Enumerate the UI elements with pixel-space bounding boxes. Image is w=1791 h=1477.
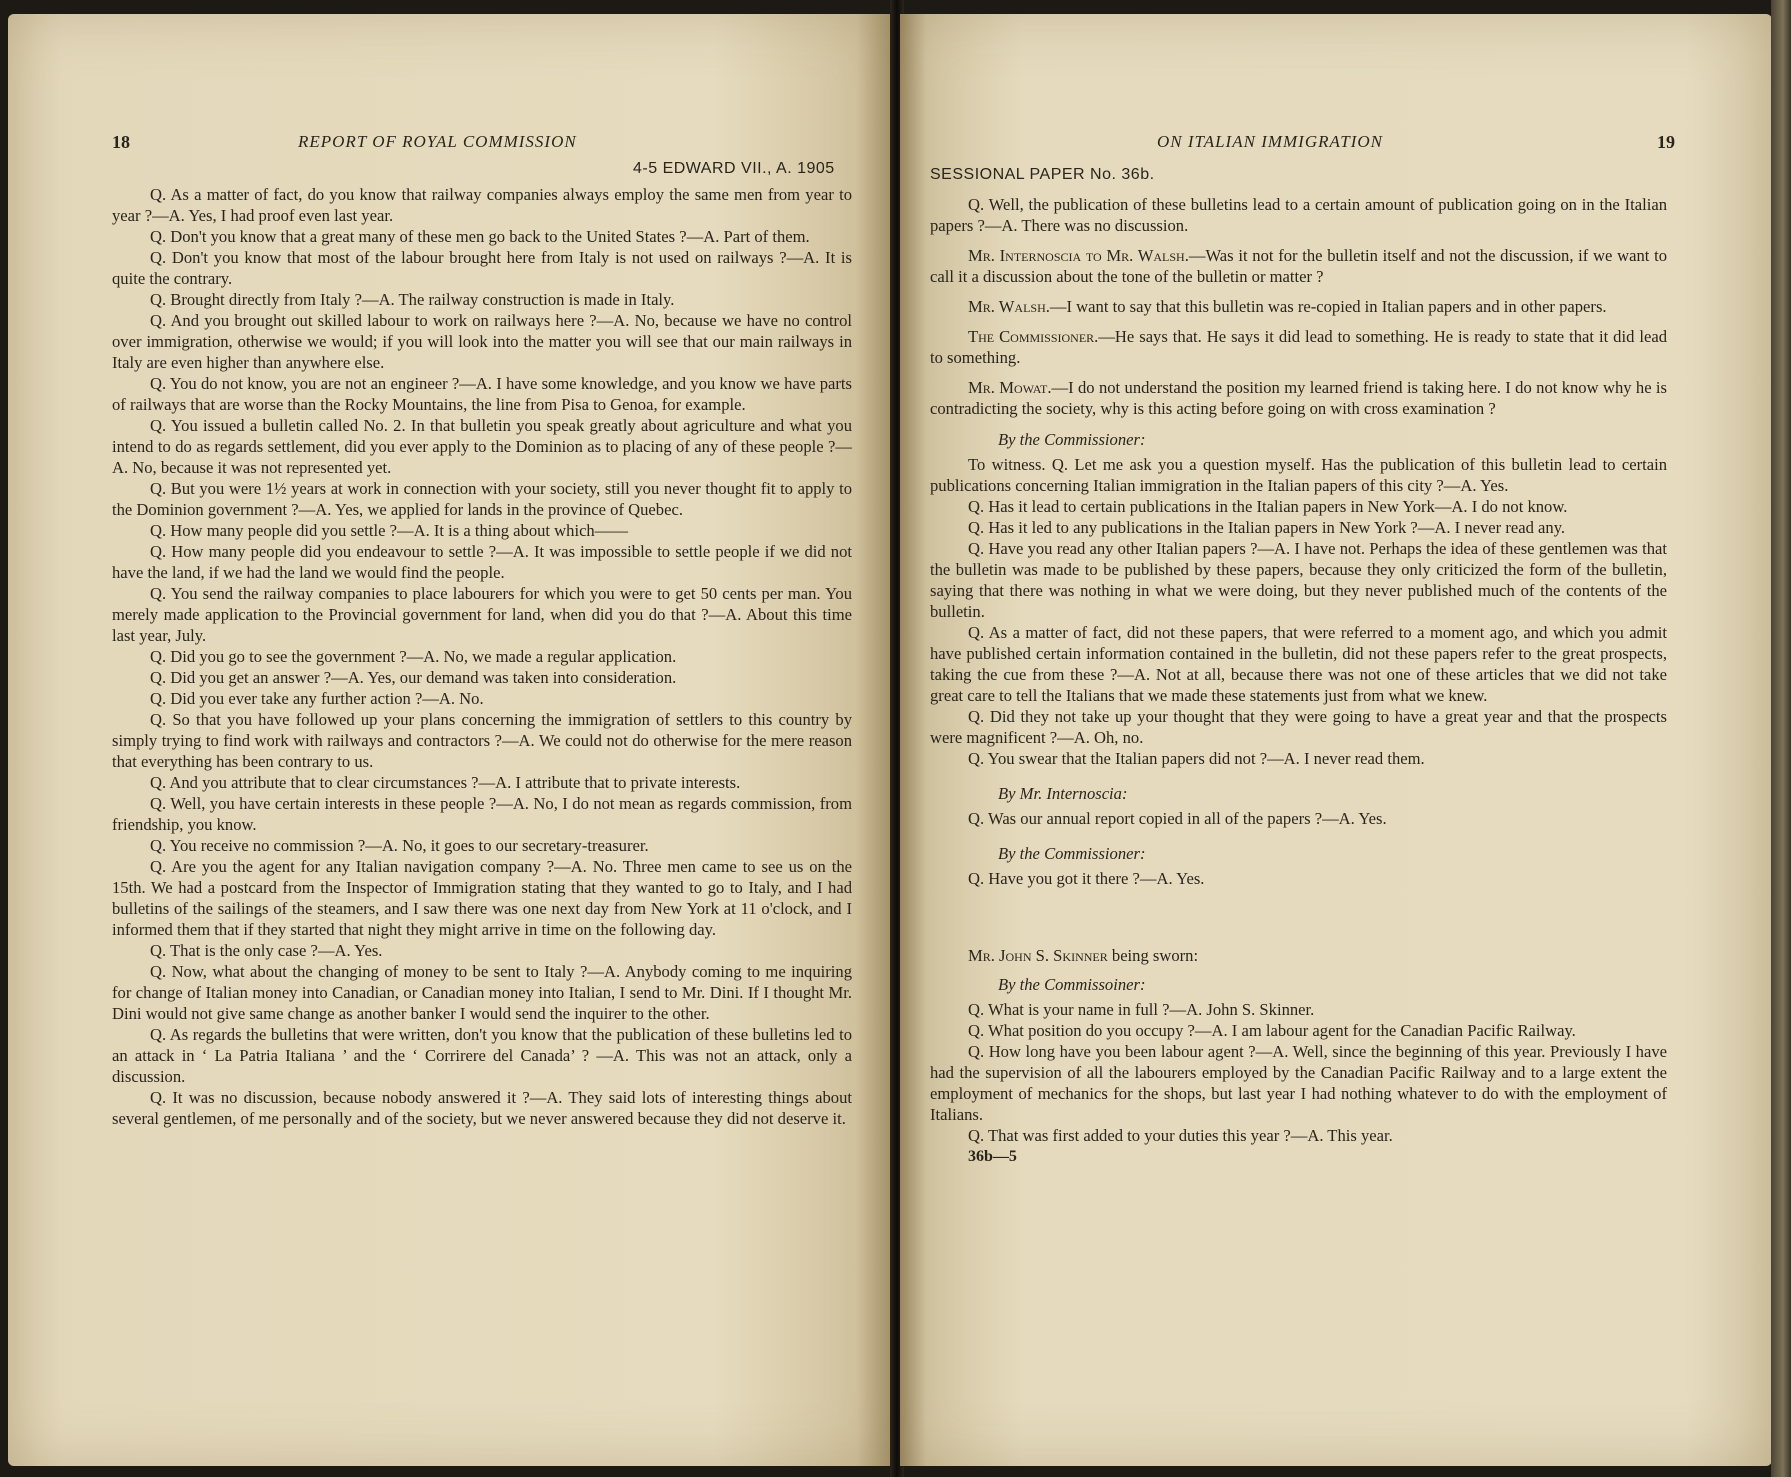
testimony-paragraph: Q. As regards the bulletins that were written, don't you know that the publication of these bulletins led to an attack in ‘ La Patria Italiana ’ and the ‘ Corrirere del Canada’ ? —A. This was not an attack, only a discussion. [112, 1025, 852, 1086]
right-page-body [930, 194, 1667, 1167]
testimony-paragraph: Q. Now, what about the changing of money to be sent to Italy ?—A. Anybody coming to me inquiring for change of Italian money into Canadian, or Canadian money into Italian, I send to Mr. Dini. If I thought Mr. Dini would not give same change as another banker I would send the inquirer to the other. [112, 962, 852, 1023]
testimony-paragraph: Q. Have you read any other Italian papers ?—A. I have not. Perhaps the idea of these gentlemen was that the bulletin was made to be published by these papers, because they only criticized the form of the bulletin, saying that there was nothing in what we were doing, but they never published much of the contents of the bulletin. [930, 539, 1667, 621]
left-page-number: 18 [112, 132, 130, 152]
testimony-paragraph: Q. Well, the publication of these bulletins lead to a certain amount of publication going on in the Italian papers ?—A. There was no discussion. [930, 195, 1667, 235]
right-page [900, 14, 1772, 1466]
witness-name: Mr. John S. Skinner [968, 946, 1108, 965]
section-heading: By Mr. Internoscia: [998, 784, 1128, 803]
testimony-paragraph: Q. Did you get an answer ?—A. Yes, our demand was taken into consideration. [150, 668, 677, 687]
testimony-paragraph: Q. It was no discussion, because nobody answered it ?—A. They said lots of interesting things about several gentlemen, of me personally and of the society, but we never answered because they did not deserve it. [112, 1088, 852, 1128]
testimony-paragraph: Q. You issued a bulletin called No. 2. In that bulletin you speak greatly about agriculture and what you intend to do as regards settlement, did you ever apply to the Dominion as to placing of any of these people ?—A. No, because it was not represented yet. [112, 416, 852, 477]
testimony-paragraph: Q. How long have you been labour agent ?—A. Well, since the beginning of this year. Previously I have had the supervision of all the labourers employed by the Canadian Pacific Railway and to a large extent the employment of mechanics for the shops, but last year I had nothing whatever to do with the employment of Italians. [930, 1042, 1667, 1124]
colloquy-internoscia [930, 245, 1667, 287]
testimony-paragraph: Q. What position do you occupy ?—A. I am labour agent for the Canadian Pacific Railway. [968, 1021, 1576, 1040]
right-running-head: ON ITALIAN IMMIGRATION [1157, 132, 1383, 151]
testimony-paragraph: Q. You receive no commission ?—A. No, it goes to our secretary-treasurer. [150, 836, 649, 855]
testimony-paragraph: Q. That is the only case ?—A. Yes. [150, 941, 383, 960]
testimony-paragraph: Q. And you attribute that to clear circumstances ?—A. I attribute that to private interests. [150, 773, 741, 792]
left-running-head: REPORT OF ROYAL COMMISSION [298, 132, 577, 151]
signature-mark: 36b—5 [968, 1148, 1017, 1165]
testimony-paragraph: Q. Did they not take up your thought that they were going to have a great year and that the prospects were magnificent ?—A. Oh, no. [930, 707, 1667, 747]
testimony-paragraph: Q. Don't you know that most of the labour brought here from Italy is not used on railways ?—A. It is quite the contrary. [112, 248, 852, 288]
speaker-name: Mr. Internoscia to Mr. Walsh. [968, 246, 1189, 265]
speaker-remark: —He says that. He says it did lead to something. He is ready to state that it did lead to something. [930, 327, 1667, 367]
right-session-line: SESSIONAL PAPER No. 36b. [930, 166, 1155, 183]
sworn-text: being sworn: [1107, 946, 1199, 965]
testimony-paragraph: Q. How many people did you settle ?—A. It is a thing about which—— [150, 521, 628, 540]
right-page-number: 19 [1657, 132, 1675, 152]
testimony-paragraph: Q. How many people did you endeavour to settle ?—A. It was impossible to settle people if we did not have the land, if we had the land we would find the people. [112, 542, 852, 582]
section-heading: By the Commissioner: [998, 430, 1146, 449]
speaker-remark: —I want to say that this bulletin was re-copied in Italian papers and in other papers. [1049, 297, 1607, 316]
testimony-paragraph: Q. Was our annual report copied in all of the papers ?—A. Yes. [968, 809, 1387, 828]
testimony-paragraph: Q. Has it led to any publications in the Italian papers in New York ?—A. I never read any. [968, 518, 1566, 537]
commissioner-questions [930, 454, 1667, 769]
testimony-paragraph: Q. What is your name in full ?—A. John S. Skinner. [968, 1000, 1315, 1019]
speaker-remark: —Was it not for the bulletin itself and not the discussion, if we want to call it a discussion about the tone of the bulletin or matter ? [930, 246, 1667, 286]
speaker-name: Mr. Walsh. [968, 297, 1050, 316]
testimony-paragraph: Q. So that you have followed up your plans concerning the immigration of settlers to this country by simply trying to find work with railways and contractors ?—A. We could not do otherwise for the mere reason that everything has been contrary to us. [112, 710, 852, 771]
testimony-paragraph: Q. As a matter of fact, do you know that railway companies always employ the same men from year to year ?—A. Yes, I had proof even last year. [112, 185, 852, 225]
left-page [8, 14, 892, 1466]
left-session-line: 4-5 EDWARD VII., A. 1905 [633, 160, 835, 177]
testimony-paragraph: Q. Did you ever take any further action ?—A. No. [150, 689, 484, 708]
testimony-paragraph: Q. You swear that the Italian papers did not ?—A. I never read them. [968, 749, 1425, 768]
opening-exchange [930, 194, 1667, 236]
testimony-paragraph: Q. Has it lead to certain publications in the Italian papers in New York—A. I do not know. [968, 497, 1568, 516]
colloquy-commissioner [930, 326, 1667, 368]
colloquy-mowat [930, 377, 1667, 419]
testimony-paragraph: Q. That was first added to your duties this year ?—A. This year. [968, 1126, 1393, 1145]
commissioner-questions-2 [930, 868, 1667, 889]
skinner-examination [930, 999, 1667, 1146]
section-heading: By the Commissioner: [998, 844, 1146, 863]
internoscia-questions [930, 808, 1667, 829]
speaker-name: Mr. Mowat. [968, 378, 1052, 397]
testimony-paragraph: Q. Have you got it there ?—A. Yes. [968, 869, 1205, 888]
speaker-name: The Commissioner. [968, 327, 1099, 346]
testimony-paragraph: Q. You do not know, you are not an engineer ?—A. I have some knowledge, and you know we have parts of railways that are worse than the Rocky Mountains, the line from Pisa to Genoa, for example. [112, 374, 852, 414]
testimony-paragraph: Q. But you were 1½ years at work in connection with your society, still you never thought fit to apply to the Dominion government ?—A. Yes, we applied for lands in the province of Quebec. [112, 479, 852, 519]
colloquy-walsh [930, 296, 1667, 317]
testimony-paragraph: Q. You send the railway companies to place labourers for which you were to get 50 cents per man. You merely made application to the Provincial government for land, when did you do that ?—A. About this time last year, July. [112, 584, 852, 645]
testimony-paragraph: Q. As a matter of fact, did not these papers, that were referred to a moment ago, and which you admit have published certain information contained in the bulletin, did not these papers refer to the great prospects, taking the cue from these ?—A. Not at all, because there was not one of these articles that we did not take great care to tell the Italians that we made these statements just from what we knew. [930, 623, 1667, 705]
witness-sworn-line [930, 945, 1667, 966]
testimony-paragraph: Q. Did you go to see the government ?—A. No, we made a regular application. [150, 647, 677, 666]
speaker-remark: —I do not understand the position my learned friend is taking here. I do not know why he is contradicting the society, why is this acting before going on with cross examination ? [930, 378, 1667, 418]
testimony-paragraph: Q. Are you the agent for any Italian navigation company ?—A. No. Three men came to see us on the 15th. We had a postcard from the Inspector of Immigration stating that they wanted to go to Italy, and I had bulletins of the sailings of the steamers, and I saw there was one next day from New York at 11 o'clock, and I informed them that if they started that night they might arrive in time on the following day. [112, 857, 852, 939]
testimony-paragraph: Q. Brought directly from Italy ?—A. The railway construction is made in Italy. [150, 290, 675, 309]
testimony-paragraph: Q. And you brought out skilled labour to work on railways here ?—A. No, because we have no control over immigration, otherwise we would; if you will look into the matter you will see that our main railways in Italy are even higher than anywhere else. [112, 311, 852, 372]
testimony-paragraph: Q. Well, you have certain interests in these people ?—A. No, I do not mean as regards commission, from friendship, you know. [112, 794, 852, 834]
book-edge [1771, 0, 1791, 1477]
testimony-paragraph: Q. Don't you know that a great many of these men go back to the United States ?—A. Part of them. [150, 227, 810, 246]
section-heading: By the Commissoiner: [998, 975, 1146, 994]
left-page-body [112, 184, 852, 1129]
testimony-paragraph: To witness. Q. Let me ask you a question myself. Has the publication of this bulletin lead to certain publications concerning Italian immigration in the Italian papers of this city ?—A. Yes. [930, 455, 1667, 495]
